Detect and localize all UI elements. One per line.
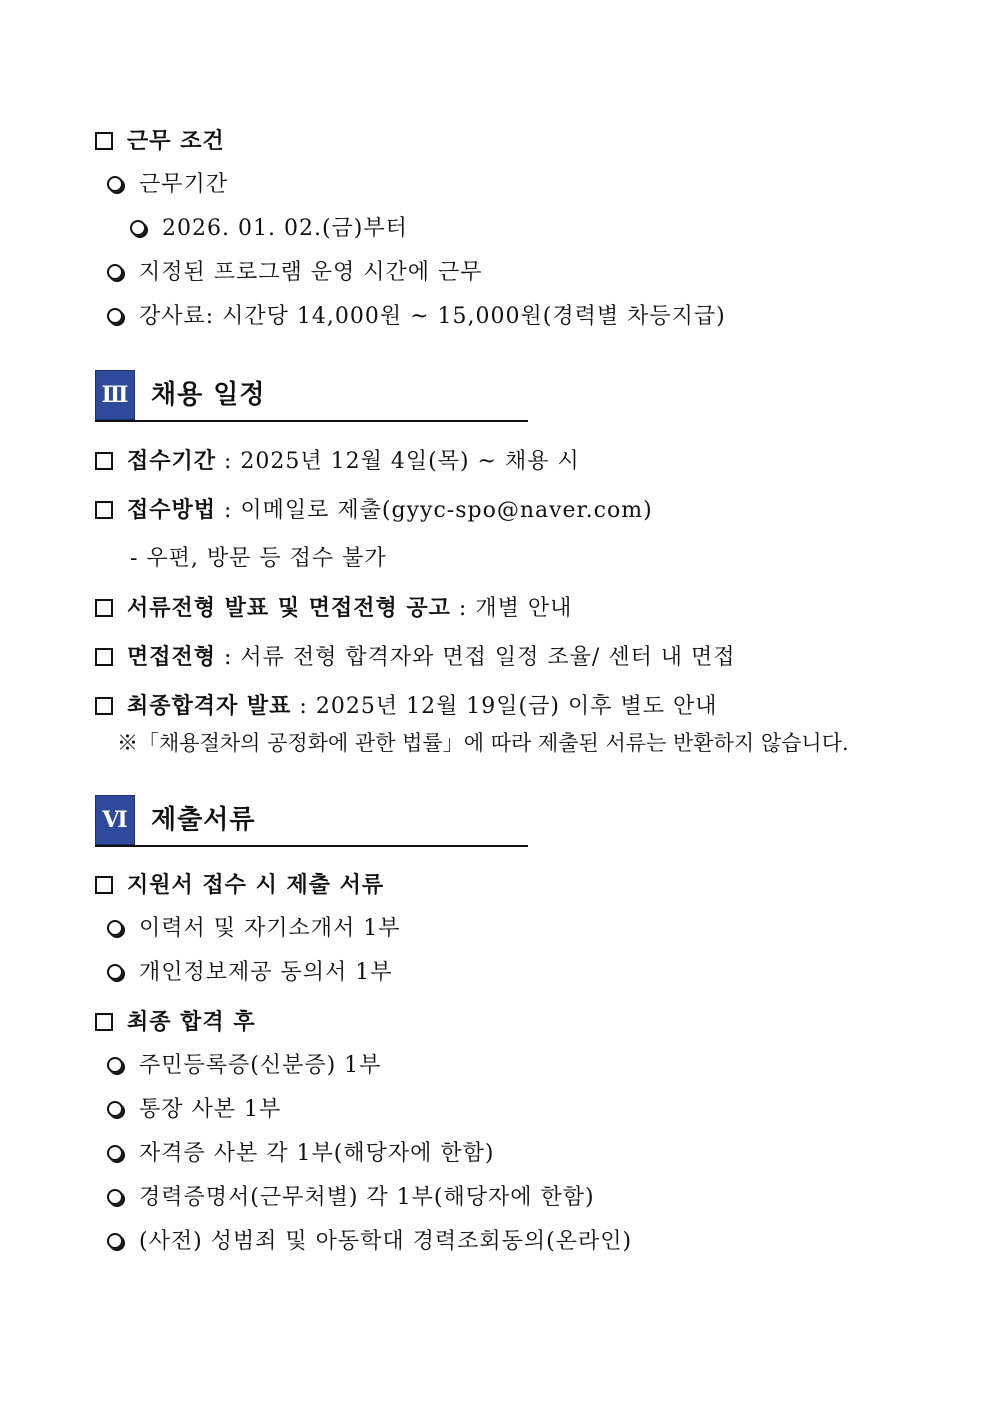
schedule-note: ※「채용절차의 공정화에 관한 법률」에 따라 제출된 서류는 반환하지 않습니다.: [117, 731, 849, 755]
list-item: 자격증 사본 각 1부(해당자에 한함): [107, 1139, 494, 1169]
circle-bullet-icon: [107, 1101, 123, 1117]
section-header-documents: [95, 795, 528, 847]
list-item: 개인정보제공 동의서 1부: [107, 958, 393, 988]
documents-group1-heading: 지원서 접수 시 제출 서류: [95, 870, 384, 901]
schedule-item-receipt-note: - 우편, 방문 등 접수 불가: [130, 546, 387, 571]
checkbox-square-icon: [95, 599, 113, 617]
section-header-schedule: [95, 370, 528, 422]
work-hours: 지정된 프로그램 운영 시간에 근무: [107, 258, 483, 288]
schedule-item-interview: 면접전형 : 서류 전형 합격자와 면접 일정 조율/ 센터 내 면접: [95, 642, 736, 673]
circle-bullet-icon: [107, 1057, 123, 1073]
work-period-value: 2026. 01. 02.(금)부터: [130, 214, 408, 244]
list-item: 이력서 및 자기소개서 1부: [107, 914, 401, 944]
work-pay: 강사료: 시간당 14,000원 ~ 15,000원(경력별 차등지급): [107, 302, 726, 332]
circle-bullet-icon: [107, 1189, 123, 1205]
schedule-item-announcement: 서류전형 발표 및 면접전형 공고 : 개별 안내: [95, 593, 572, 624]
section-title: 채용 일정: [151, 380, 266, 410]
schedule-item-final: 최종합격자 발표 : 2025년 12월 19일(금) 이후 별도 안내: [95, 691, 717, 722]
checkbox-square-icon: [95, 501, 113, 519]
list-item: 경력증명서(근무처별) 각 1부(해당자에 한함): [107, 1183, 595, 1213]
checkbox-square-icon: [95, 452, 113, 470]
schedule-item-receipt-period: 접수기간 : 2025년 12월 4일(목) ~ 채용 시: [95, 446, 580, 477]
checkbox-square-icon: [95, 132, 113, 150]
checkbox-square-icon: [95, 697, 113, 715]
circle-bullet-icon: [130, 220, 146, 236]
list-item: 주민등록증(신분증) 1부: [107, 1051, 381, 1081]
checkbox-square-icon: [95, 1013, 113, 1031]
circle-bullet-icon: [107, 308, 123, 324]
checkbox-square-icon: [95, 876, 113, 894]
schedule-item-receipt-method: 접수방법 : 이메일로 제출(gyyc-spo@naver.com): [95, 495, 653, 526]
circle-bullet-icon: [107, 1145, 123, 1161]
circle-bullet-icon: [107, 964, 123, 980]
section-number-badge: Ⅲ: [95, 370, 135, 420]
work-conditions-heading: 근무 조건: [95, 126, 225, 157]
section-title: 제출서류: [151, 805, 256, 835]
work-period-label: 근무기간: [107, 170, 228, 200]
list-item: (사전) 성범죄 및 아동학대 경력조회동의(온라인): [107, 1227, 632, 1257]
circle-bullet-icon: [107, 920, 123, 936]
section-number-badge: Ⅵ: [95, 795, 135, 845]
circle-bullet-icon: [107, 1233, 123, 1249]
documents-group2-heading: 최종 합격 후: [95, 1007, 256, 1038]
list-item: 통장 사본 1부: [107, 1095, 281, 1125]
checkbox-square-icon: [95, 648, 113, 666]
circle-bullet-icon: [107, 264, 123, 280]
circle-bullet-icon: [107, 176, 123, 192]
